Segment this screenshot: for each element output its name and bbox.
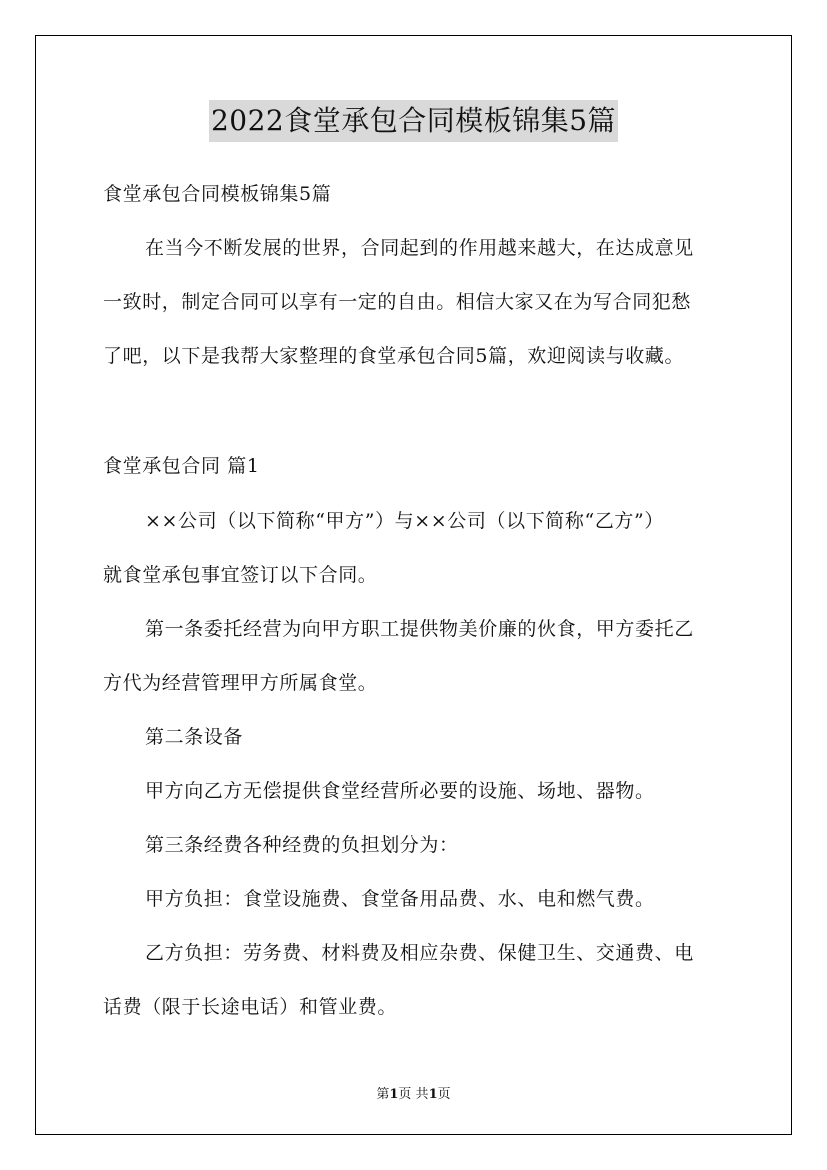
page-suffix: 页 <box>437 1087 451 1102</box>
page-total: 1 <box>428 1087 438 1102</box>
paragraph-line: 第三条经费各种经费的负担划分为： <box>145 834 459 856</box>
page-footer <box>0 1083 827 1102</box>
page-prefix: 第 <box>376 1087 390 1102</box>
section-heading: 食堂承包合同 篇1 <box>103 455 260 477</box>
paragraph-line: 第一条委托经营为向甲方职工提供物美价廉的伙食，甲方委托乙 <box>145 618 694 640</box>
page-mid: 页 共 <box>398 1087 429 1102</box>
paragraph-line: 乙方负担：劳务费、材料费及相应杂费、保健卫生、交通费、电 <box>145 942 694 964</box>
paragraph-line: 一致时，制定合同可以享有一定的自由。相信大家又在为写合同犯愁 <box>103 291 692 313</box>
paragraph-line: 就食堂承包事宜签订以下合同。 <box>103 564 378 586</box>
paragraph-line: ××公司（以下简称“甲方”）与××公司（以下简称“乙方”） <box>145 510 664 532</box>
paragraph-line: 甲方负担：食堂设施费、食堂备用品费、水、电和燃气费。 <box>145 888 655 910</box>
paragraph-line: 第二条设备 <box>145 726 244 748</box>
paragraph-line: 在当今不断发展的世界，合同起到的作用越来越大，在达成意见 <box>145 237 694 259</box>
document-title: 2022食堂承包合同模板锦集5篇 <box>209 100 618 142</box>
document-subtitle: 食堂承包合同模板锦集5篇 <box>103 183 332 205</box>
title-container <box>0 100 827 142</box>
paragraph-line: 甲方向乙方无偿提供食堂经营所必要的设施、场地、器物。 <box>145 780 655 802</box>
page-number: 1 <box>389 1087 399 1102</box>
paragraph-line: 了吧，以下是我帮大家整理的食堂承包合同5篇，欢迎阅读与收藏。 <box>103 345 685 367</box>
paragraph-line: 方代为经营管理甲方所属食堂。 <box>103 672 378 694</box>
paragraph-line: 话费（限于长途电话）和管业费。 <box>103 996 398 1018</box>
